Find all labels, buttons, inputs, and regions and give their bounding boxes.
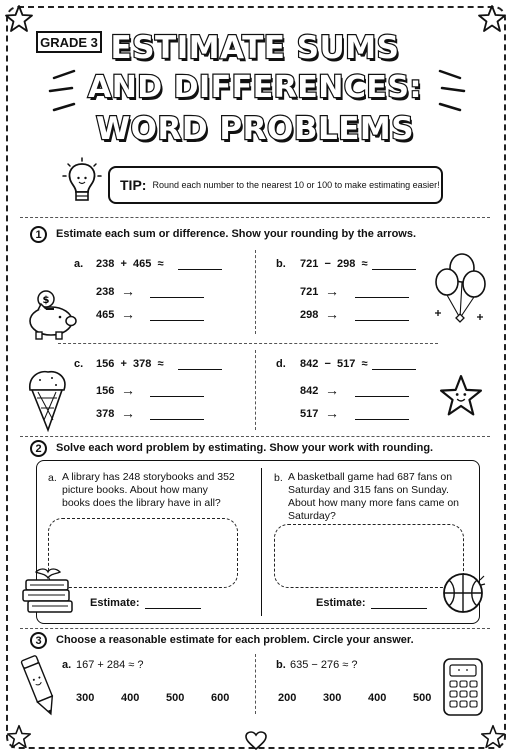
rounding-number: 517 [300, 408, 319, 420]
arrow-icon: → [325, 283, 339, 299]
arrow-icon: → [325, 405, 339, 421]
rounding-blank[interactable] [355, 320, 409, 321]
answer-blank[interactable] [372, 269, 416, 270]
problem-d-expression: 842 − 517 ≈ [300, 358, 368, 370]
divider [20, 436, 490, 437]
divider [255, 654, 256, 714]
section-3-number: 3 [30, 632, 47, 649]
heart-icon [245, 731, 267, 751]
books-icon [20, 566, 76, 618]
rounding-blank[interactable] [150, 419, 204, 420]
rounding-number: 721 [300, 286, 319, 298]
star-icon [6, 724, 32, 750]
lightbulb-icon [62, 158, 102, 208]
basketball-icon [440, 570, 486, 616]
choice-option[interactable]: 500 [166, 692, 185, 704]
rounding-number: 156 [96, 385, 115, 397]
rounding-blank[interactable] [355, 396, 409, 397]
piggy-bank-icon [24, 288, 80, 344]
word-problem-a-letter: a. [48, 472, 57, 484]
rounding-number: 298 [300, 309, 319, 321]
title-line-2: AND DIFFERENCES: [87, 70, 423, 105]
choice-option[interactable]: 300 [323, 692, 342, 704]
estimate-blank[interactable] [371, 608, 427, 609]
choice-option[interactable]: 200 [278, 692, 297, 704]
arrow-icon: → [121, 405, 135, 421]
choice-option[interactable]: 400 [121, 692, 140, 704]
star-icon [4, 4, 34, 34]
arrow-icon: → [121, 306, 135, 322]
calculator-icon [440, 656, 486, 718]
arrow-icon: → [325, 306, 339, 322]
work-box[interactable] [48, 518, 238, 588]
tip-text: Round each number to the nearest 10 or 100 to make estimating easier! [152, 180, 440, 190]
choice-problem-a-expression: 167 + 284 ≈ ? [76, 659, 144, 671]
divider [255, 350, 256, 430]
answer-blank[interactable] [372, 369, 416, 370]
word-problem-b-letter: b. [274, 472, 283, 484]
choice-option[interactable]: 400 [368, 692, 387, 704]
divider [255, 250, 256, 334]
sparkle-icon [430, 66, 470, 116]
problem-c-letter: c. [74, 358, 84, 370]
choice-option[interactable]: 500 [413, 692, 432, 704]
divider [58, 343, 438, 344]
problem-a-letter: a. [74, 258, 84, 270]
arrow-icon: → [325, 382, 339, 398]
star-icon [480, 724, 506, 750]
divider [20, 628, 490, 629]
choice-option[interactable]: 600 [211, 692, 230, 704]
answer-blank[interactable] [178, 369, 222, 370]
word-problem-a-text: A library has 248 storybooks and 352 picture books. About how many books does the library have in all? [62, 471, 235, 509]
tip-label: TIP: [120, 177, 147, 193]
rounding-number: 378 [96, 408, 115, 420]
choice-problem-b-letter: b. [276, 659, 286, 671]
svg-text:$: $ [42, 295, 50, 306]
rounding-blank[interactable] [150, 320, 204, 321]
section-1-number: 1 [30, 226, 47, 243]
choice-problem-a-letter: a. [62, 659, 72, 671]
choice-problem-b-expression: 635 − 276 ≈ ? [290, 659, 358, 671]
star-icon [477, 4, 507, 34]
estimate-blank[interactable] [145, 608, 201, 609]
section-2-instruction: Solve each word problem by estimating. Show your work with rounding. [56, 442, 434, 454]
arrow-icon: → [121, 283, 135, 299]
grade-label: GRADE 3 [36, 31, 102, 53]
smiling-star-icon [438, 373, 484, 419]
rounding-number: 238 [96, 286, 115, 298]
answer-blank[interactable] [178, 269, 222, 270]
ice-cream-icon [26, 368, 70, 434]
divider [261, 468, 262, 616]
rounding-number: 465 [96, 309, 115, 321]
sparkle-icon [44, 66, 84, 116]
rounding-blank[interactable] [150, 396, 204, 397]
rounding-blank[interactable] [355, 297, 409, 298]
title-line-1: ESTIMATE SUMS [110, 30, 400, 66]
problem-b-expression: 721 − 298 ≈ [300, 258, 368, 270]
problem-c-expression: 156 + 378 ≈ [96, 358, 164, 370]
title-line-3: WORD PROBLEMS [95, 111, 415, 147]
section-3-instruction: Choose a reasonable estimate for each problem. Circle your answer. [56, 634, 414, 646]
rounding-number: 842 [300, 385, 319, 397]
estimate-label: Estimate: [316, 597, 366, 609]
tip-box [108, 166, 443, 204]
problem-a-expression: 238 + 465 ≈ [96, 258, 164, 270]
pencil-icon [20, 652, 60, 722]
divider [20, 217, 490, 218]
arrow-icon: → [121, 382, 135, 398]
problem-d-letter: d. [276, 358, 286, 370]
rounding-blank[interactable] [355, 419, 409, 420]
problem-b-letter: b. [276, 258, 286, 270]
balloons-icon [432, 252, 488, 336]
word-problem-b-text: A basketball game had 687 fans on Saturday and 315 fans on Sunday. About how many more fans came on Saturday? [288, 471, 460, 522]
work-box[interactable] [274, 524, 464, 588]
section-1-instruction: Estimate each sum or difference. Show your rounding by the arrows. [56, 228, 417, 240]
choice-option[interactable]: 300 [76, 692, 95, 704]
rounding-blank[interactable] [150, 297, 204, 298]
section-2-number: 2 [30, 440, 47, 457]
estimate-label: Estimate: [90, 597, 140, 609]
